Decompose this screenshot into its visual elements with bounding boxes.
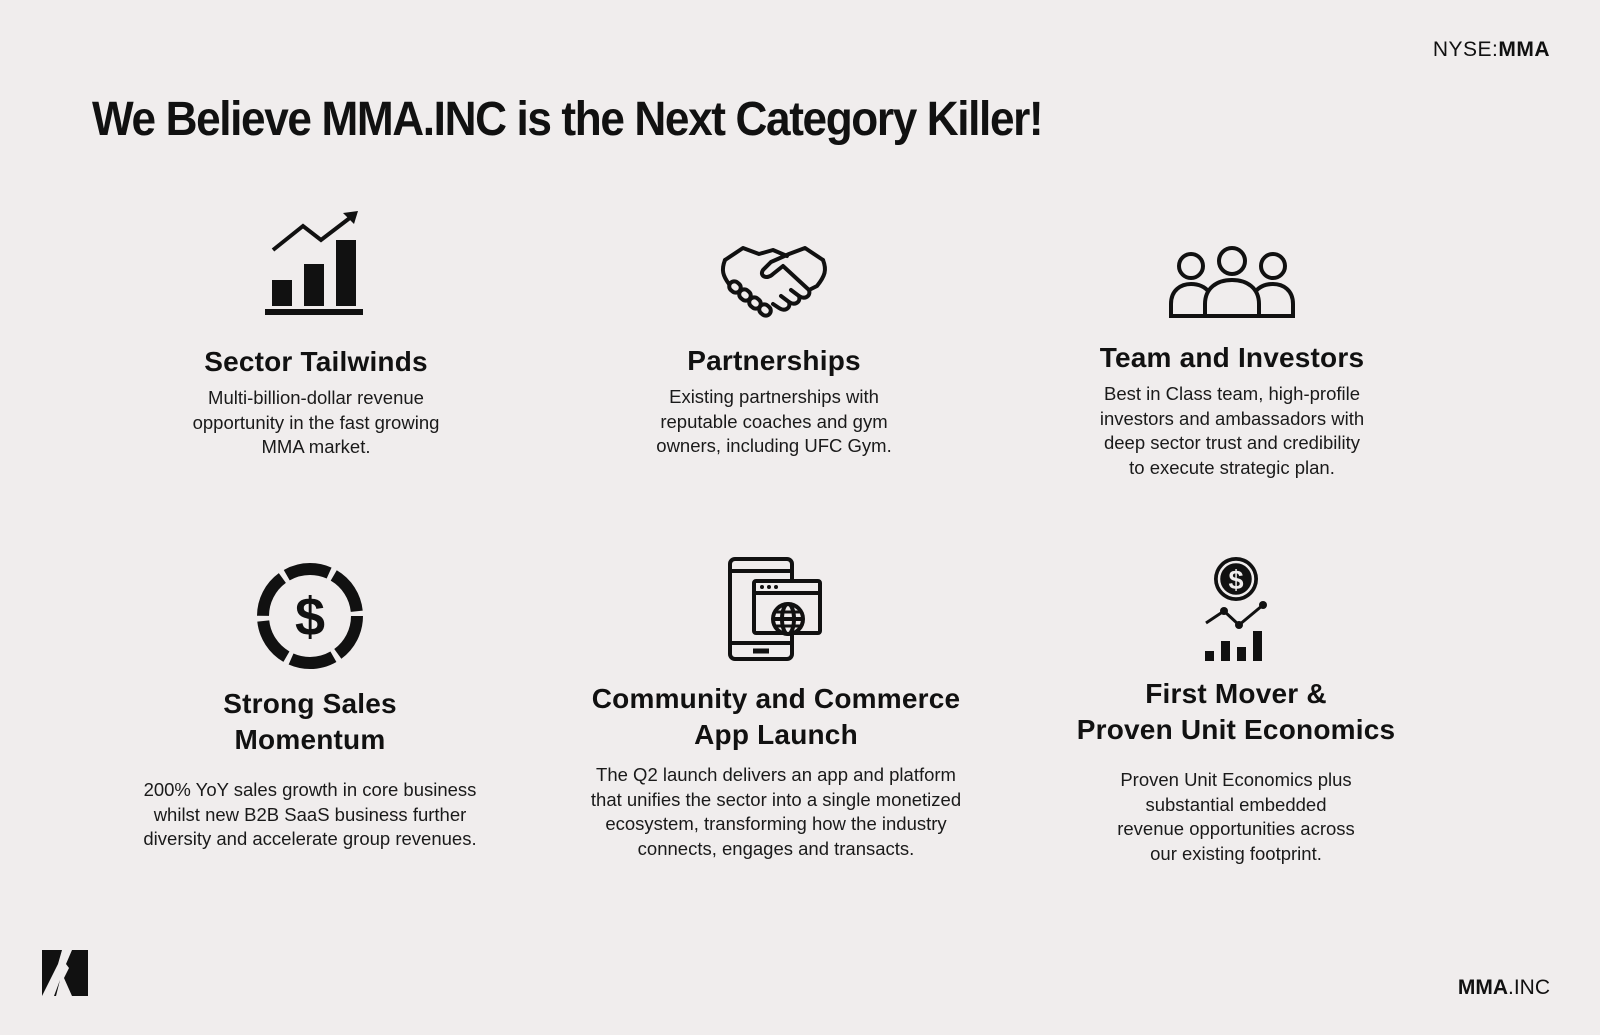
card-description: to execute strategic plan.	[1129, 456, 1335, 478]
card-description: that unifies the sector into a single monetized	[590, 788, 962, 810]
card-description: whilst new B2B SaaS business further	[153, 803, 467, 825]
card-description: opportunity in the fast growing	[192, 411, 440, 433]
card-heading: Team and Investors	[1099, 342, 1365, 373]
card-heading: Sector Tailwinds	[204, 346, 428, 377]
card-description: MMA market.	[261, 436, 371, 457]
card-heading: Partnerships	[687, 345, 861, 376]
card-description: ecosystem, transforming how the industry	[605, 813, 947, 834]
card-heading: Proven Unit Economics	[1076, 714, 1396, 745]
card-description: deep sector trust and credibility	[1103, 432, 1361, 453]
ticker-symbol: MMA	[1498, 38, 1550, 61]
card-description: The Q2 launch delivers an app and platform	[596, 764, 956, 785]
card-sector-tailwinds	[106, 208, 526, 460]
ticker-label	[1433, 38, 1550, 62]
card-partnerships	[564, 242, 984, 459]
card-description: Multi-billion-dollar revenue	[208, 387, 424, 408]
card-description: diversity and accelerate group revenues.	[143, 828, 477, 849]
bar-chart-growth-icon	[261, 208, 371, 320]
card-heading: First Mover &	[1145, 678, 1327, 709]
team-icon	[1167, 246, 1297, 320]
logo-mark-icon	[42, 950, 88, 996]
mobile-web-app-icon	[726, 557, 826, 661]
card-description: reputable coaches and gym	[660, 410, 888, 432]
footer-brand	[1458, 976, 1550, 1000]
handshake-icon	[719, 242, 829, 320]
card-description: substantial embedded	[1145, 793, 1327, 815]
dollar-growth-chart-icon	[1201, 555, 1271, 665]
card-description: Proven Unit Economics plus	[1120, 769, 1352, 790]
card-description: owners, including UFC Gym.	[656, 435, 892, 456]
card-description: Existing partnerships with	[669, 386, 879, 407]
ticker-prefix: NYSE:	[1432, 38, 1499, 61]
card-description: Best in Class team, high-profile	[1103, 383, 1361, 404]
page-title: We Believe MMA.INC is the Next Category Killer!	[92, 93, 1043, 146]
card-team-and-investors	[1022, 246, 1442, 480]
footer-brand-bold: MMA	[1457, 976, 1508, 999]
card-community-commerce-app-launch	[566, 557, 986, 861]
card-description: investors and ambassadors with	[1099, 407, 1365, 429]
card-first-mover-unit-economics	[1026, 555, 1446, 866]
card-description: connects, engages and transacts.	[637, 837, 915, 859]
card-description: revenue opportunities across	[1117, 818, 1355, 839]
svg-text:$: $	[1228, 565, 1244, 595]
dollar-circle-icon	[255, 561, 365, 671]
footer-brand-rest: .INC	[1508, 976, 1550, 999]
card-heading: Community and Commerce	[591, 683, 961, 714]
card-strong-sales-momentum	[100, 561, 520, 852]
card-description: our existing footprint.	[1150, 842, 1322, 864]
svg-text:$: $	[294, 587, 326, 647]
card-description: 200% YoY sales growth in core business	[143, 779, 477, 800]
card-heading: App Launch	[694, 719, 858, 750]
card-heading: Strong Sales	[223, 688, 397, 719]
card-heading: Momentum	[234, 724, 386, 755]
